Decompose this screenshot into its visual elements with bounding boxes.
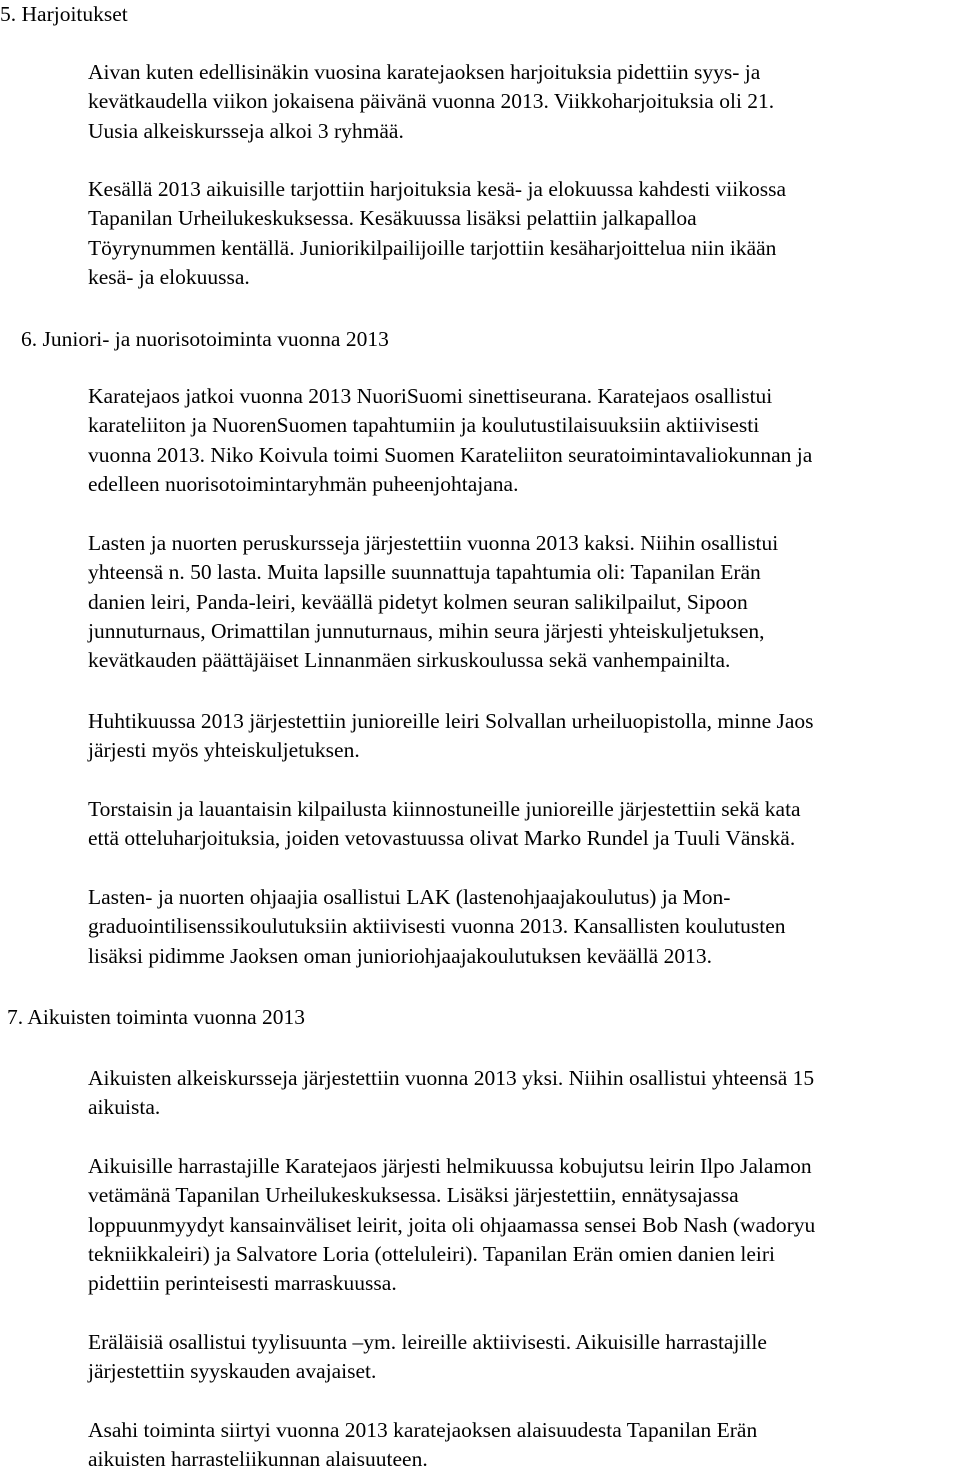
text-line: Lasten ja nuorten peruskursseja järjestettiin vuonna 2013 kaksi. Niihin osallistui — [88, 531, 779, 555]
section-heading-aikuisten: 7. Aikuisten toiminta vuonna 2013 — [7, 1005, 305, 1029]
paragraph-juniori-5 — [88, 883, 956, 971]
paragraph-juniori-2 — [88, 529, 956, 675]
paragraph-harjoitukset-1 — [88, 58, 956, 146]
text-line: vetämänä Tapanilan Urheilukeskuksessa. Lisäksi järjestettiin, ennätysajassa — [88, 1183, 739, 1208]
text-line: Kesällä 2013 aikuisille tarjottiin harjoituksia kesä- ja elokuussa kahdesti viikossa — [88, 177, 787, 201]
text-line: loppuunmyydyt kansainväliset leirit, joita oli ohjaamassa sensei Bob Nash (wadoryu — [88, 1212, 816, 1237]
text-line: edelleen nuorisotoimintaryhmän puheenjohtajana. — [88, 471, 519, 496]
text-line: aikuista. — [88, 1095, 161, 1120]
text-line: Eräläisiä osallistui tyylisuunta –ym. leireille aktiivisesti. Aikuisille harrastajille — [88, 1330, 767, 1354]
text-line: Asahi toiminta siirtyi vuonna 2013 karatejaoksen alaisuudesta Tapanilan Erän — [88, 1418, 758, 1442]
text-line: kesä- ja elokuussa. — [88, 264, 250, 289]
text-line: yhteensä n. 50 lasta. Muita lapsille suunnattuja tapahtumia oli: Tapanilan Erän — [88, 560, 761, 585]
text-line: Tapanilan Urheilukeskuksessa. Kesäkuussa lisäksi pelattiin jalkapalloa — [88, 206, 697, 231]
text-line: järjesti myös yhteiskuljetuksen. — [88, 738, 360, 763]
text-line: Aivan kuten edellisinäkin vuosina karatejaoksen harjoituksia pidettiin syys- ja — [88, 60, 761, 84]
paragraph-aikuisten-2 — [88, 1152, 956, 1298]
paragraph-harjoitukset-2 — [88, 175, 956, 292]
text-line: Torstaisin ja lauantaisin kilpailusta kiinnostuneille junioreille järjestettiin sekä kata — [88, 797, 801, 821]
text-line: Töyrynummen kentällä. Juniorikilpailijoille tarjottiin kesäharjoittelua niin ikään — [88, 235, 777, 260]
text-line: tekniikkaleiri) ja Salvatore Loria (otteluleiri). Tapanilan Erän omien danien leiri — [88, 1241, 776, 1266]
text-line: Lasten- ja nuorten ohjaajia osallistui LAK (lastenohjaajakoulutus) ja Mon- — [88, 885, 731, 909]
text-line: aikuisten harrasteliikunnan alaisuuteen. — [88, 1447, 428, 1472]
text-line: kevätkaudella viikon jokaisena päivänä vuonna 2013. Viikkoharjoituksia oli 21. — [88, 89, 775, 114]
paragraph-juniori-1 — [88, 382, 956, 499]
paragraph-aikuisten-1 — [88, 1064, 956, 1123]
paragraph-aikuisten-4 — [88, 1416, 956, 1475]
text-line: pidettiin perinteisesti marraskuussa. — [88, 1271, 397, 1296]
section-heading-harjoitukset: 5. Harjoitukset — [0, 2, 128, 26]
text-line: että otteluharjoituksia, joiden vetovastuussa olivat Marko Rundel ja Tuuli Vänskä. — [88, 826, 796, 851]
text-line: graduointilisenssikoulutuksiin aktiivisesti vuonna 2013. Kansallisten koulutusten — [88, 914, 786, 939]
text-line: kevätkauden päättäjäiset Linnanmäen sirkuskoulussa sekä vanhempainilta. — [88, 648, 731, 673]
text-line: järjestettiin syyskauden avajaiset. — [88, 1359, 377, 1384]
text-line: Huhtikuussa 2013 järjestettiin junioreille leiri Solvallan urheiluopistolla, minne Jaos — [88, 709, 814, 733]
section-heading-juniori: 6. Juniori- ja nuorisotoiminta vuonna 2013 — [21, 327, 389, 351]
paragraph-juniori-3 — [88, 707, 956, 766]
paragraph-aikuisten-3 — [88, 1328, 956, 1387]
text-line: junnuturnaus, Orimattilan junnuturnaus, mihin seura järjesti yhteiskuljetuksen, — [88, 618, 765, 643]
text-line: Uusia alkeiskursseja alkoi 3 ryhmää. — [88, 118, 404, 143]
text-line: Karatejaos jatkoi vuonna 2013 NuoriSuomi sinettiseurana. Karatejaos osallistui — [88, 384, 773, 408]
text-line: Aikuisten alkeiskursseja järjestettiin vuonna 2013 yksi. Niihin osallistui yhteensä 15 — [88, 1066, 815, 1090]
text-line: danien leiri, Panda-leiri, keväällä pidetyt kolmen seuran salikilpailut, Sipoon — [88, 589, 748, 614]
text-line: Aikuisille harrastajille Karatejaos järjesti helmikuussa kobujutsu leirin Ilpo Jalamon — [88, 1154, 812, 1178]
text-line: karateliiton ja NuorenSuomen tapahtumiin ja koulutustilaisuuksiin aktiivisesti — [88, 413, 760, 438]
paragraph-juniori-4 — [88, 795, 956, 854]
text-line: lisäksi pidimme Jaoksen oman junioriohjaajakoulutuksen keväällä 2013. — [88, 943, 712, 968]
text-line: vuonna 2013. Niko Koivula toimi Suomen Karateliiton seuratoimintavaliokunnan ja — [88, 442, 813, 467]
